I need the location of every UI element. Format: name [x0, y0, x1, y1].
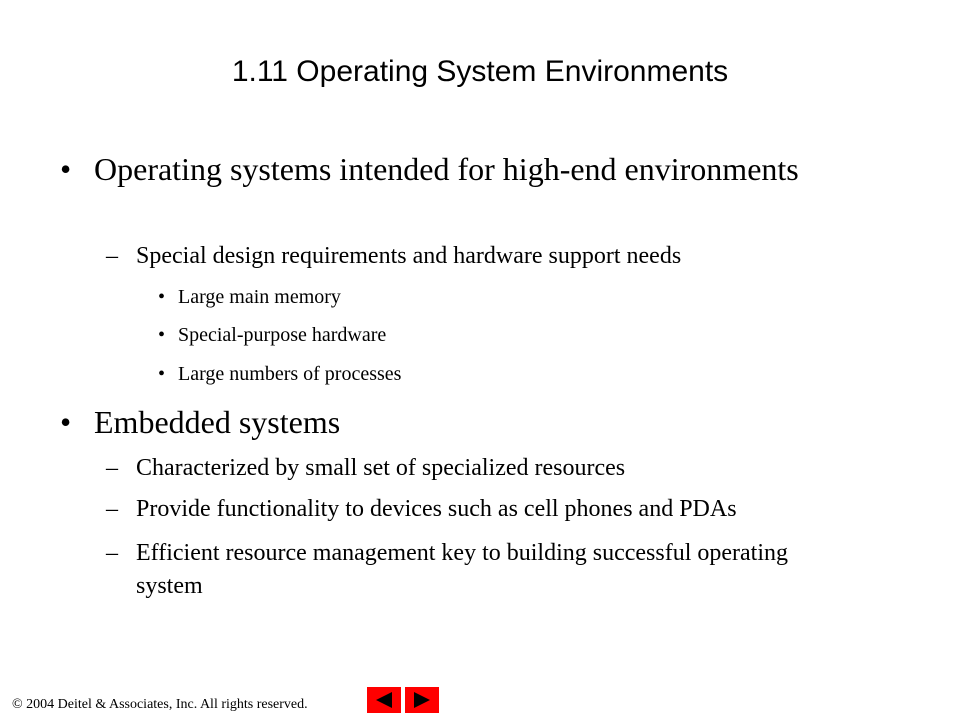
sub-bullet-text: Efficient resource management key to building successful operating system	[136, 540, 789, 599]
copyright-notice: © 2004 Deitel & Associates, Inc. All rights reserved.	[12, 697, 308, 712]
sub-bullet-text: Provide functionality to devices such as cell phones and PDAs	[136, 496, 737, 522]
bullet-marker: •	[60, 151, 72, 187]
previous-slide-button[interactable]	[367, 687, 401, 713]
bullet-marker: •	[158, 363, 166, 385]
sub-bullet-text: Characterized by small set of specialized resources	[136, 455, 626, 481]
bullet-marker: •	[158, 286, 166, 308]
bullet-text: Operating systems intended for high-end environments	[94, 151, 799, 187]
bullet-text: Embedded systems	[94, 404, 341, 440]
dash-marker: –	[106, 243, 118, 269]
sub-sub-bullet-text: Large numbers of processes	[178, 363, 402, 385]
slide-title: 1.11 Operating System Environments	[231, 55, 729, 88]
triangle-left-icon	[367, 687, 401, 713]
next-slide-button[interactable]	[405, 687, 439, 713]
sub-sub-bullet-text: Special-purpose hardware	[178, 324, 387, 346]
bullet-marker: •	[60, 404, 72, 440]
sub-bullet-text: Special design requirements and hardware support needs	[136, 243, 682, 269]
dash-marker: –	[106, 540, 118, 566]
dash-marker: –	[106, 455, 118, 481]
bullet-marker: •	[158, 324, 166, 346]
sub-sub-bullet-text: Large main memory	[178, 286, 341, 308]
triangle-right-icon	[405, 687, 439, 713]
dash-marker: –	[106, 496, 118, 522]
